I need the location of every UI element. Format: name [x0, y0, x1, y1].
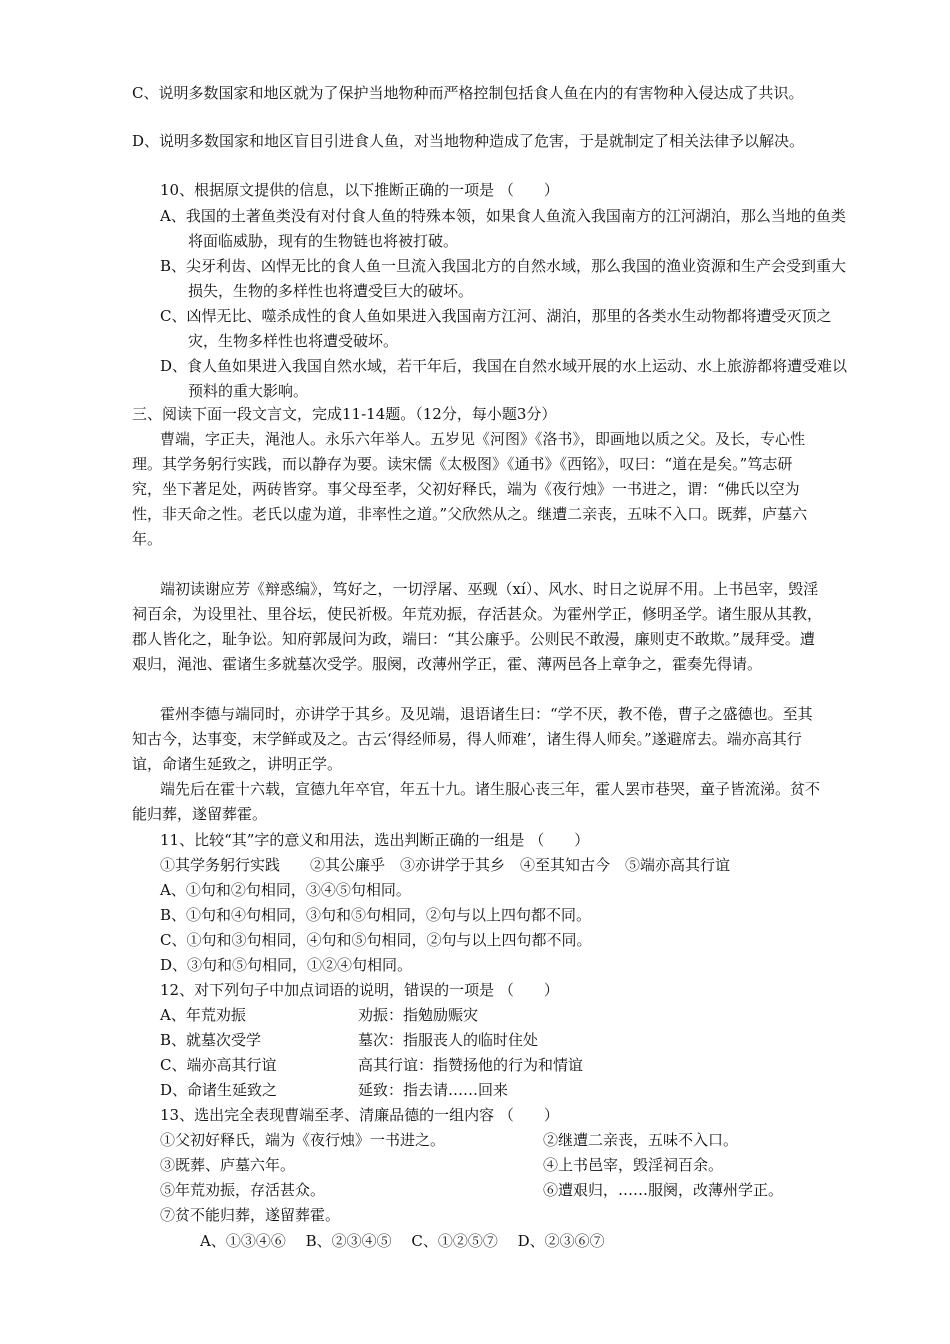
q12-stem: 12、对下列句子中加点词语的说明，错误的一项是 （ ） — [160, 981, 559, 999]
passage-paragraph-3: 霍州李德与端同时，亦讲学于其乡。及见端，退语诸生曰：“学不厌，教不倦，曹子之盛德也。至其知古今，达事变，末学鲜或及之。古云‘得经师易，得人师难’，诸生得人师矣。”遂避席去。端亦高其行谊，命诸生延致之，讲明正学。 — [132, 705, 813, 773]
q11-option-a: A、①句和②句相同，③④⑤句相同。 — [160, 881, 411, 899]
q11-option-b: B、①句和④句相同，③句和⑤句相同，②句与以上四句都不同。 — [160, 906, 592, 924]
q13-choices: A、①③④⑥ B、②③④⑤ C、①②⑤⑦ D、②③⑥⑦ — [200, 1232, 605, 1250]
q10-option-a: A、我国的土著鱼类没有对付食人鱼的特殊本领，如果食人鱼流入我国南方的江河湖泊，那么当地的鱼类将面临威胁，现有的生物链也将被打破。 — [160, 207, 846, 250]
q11-stem: 11、比较“其”字的意义和用法，选出判断正确的一组是 （ ） — [160, 831, 590, 849]
q13-item-3: ③既葬、庐墓六年。 — [160, 1156, 296, 1174]
q10-option-b: B、尖牙利齿、凶悍无比的食人鱼一旦流入我国北方的自然水域，那么我国的渔业资源和生产会受到重大损失，生物的多样性也将遭受巨大的破坏。 — [160, 257, 847, 300]
q12-row-b-term: B、就墓次受学 — [160, 1031, 262, 1049]
q9-option-d: D、说明多数国家和地区盲目引进食人鱼，对当地物种造成了危害，于是就制定了相关法律予以解决。 — [132, 132, 805, 150]
q13-item-1: ①父初好释氏，端为《夜行烛》一书进之。 — [160, 1131, 446, 1149]
q12-row-b-note: 墓次：指服丧人的临时住处 — [358, 1031, 539, 1049]
section3-heading: 三、阅读下面一段文言文，完成11-14题。（12分，每小题3分） — [132, 405, 557, 423]
q13-item-6: ⑥遭艰归，……服阕，改薄州学正。 — [543, 1181, 784, 1199]
passage-paragraph-2: 端初读谢应芳《辩惑编》，笃好之，一切浮屠、巫觋（xí）、风水、时日之说屏不用。上书邑宰，毁淫祠百余，为设里社、里谷坛，使民祈极。年荒劝振，存活甚众。为霍州学正，修明圣学。诸生服从其教，郡人皆化之，耻争讼。知府郭晟问为政，端曰：“其公廉乎。公则民不敢漫，廉则吏不敢欺。”晟拜受。遭艰归，渑池、霍诸生多就墓次受学。服阕，改薄州学正，霍、薄两邑各上章争之，霍奏先得请。 — [132, 580, 823, 673]
q10-option-d: D、食人鱼如果进入我国自然水域，若干年后，我国在自然水域开展的水上运动、水上旅游都将遭受难以预料的重大影响。 — [160, 357, 848, 400]
q12-row-c-term: C、端亦高其行谊 — [160, 1056, 277, 1074]
q11-items: ①其学务躬行实践 ②其公廉乎 ③亦讲学于其乡 ④至其知古今 ⑤端亦高其行谊 — [160, 856, 731, 874]
q12-row-c-note: 高其行谊：指赞扬他的行为和情谊 — [358, 1056, 584, 1074]
q12-row-a-term: A、年荒劝振 — [160, 1006, 246, 1024]
q13-item-5: ⑤年荒劝振，存活甚众。 — [160, 1181, 326, 1199]
q11-option-d: D、③句和⑤句相同，①②④句相同。 — [160, 956, 413, 974]
passage-paragraph-4: 端先后在霍十六载，宣德九年卒官，年五十九。诸生服心丧三年，霍人罢市巷哭，童子皆流涕。贫不能归葬，遂留葬霍。 — [132, 780, 821, 823]
q12-row-d-note: 延致：指去请……回来 — [358, 1081, 509, 1099]
q13-stem: 13、选出完全表现曹端至孝、清廉品德的一组内容 （ ） — [160, 1106, 559, 1124]
q11-option-c: C、①句和③句相同，④句和⑤句相同，②句与以上四句都不同。 — [160, 931, 592, 949]
q13-item-7: ⑦贫不能归葬，遂留葬霍。 — [160, 1206, 341, 1224]
q12-row-d-term: D、命诸生延致之 — [160, 1081, 278, 1099]
q12-row-a-note: 劝振：指勉励赈灾 — [358, 1006, 479, 1024]
q13-item-4: ④上书邑宰，毁淫祠百余。 — [543, 1156, 724, 1174]
q10-stem: 10、根据原文提供的信息，以下推断正确的一项是 （ ） — [160, 181, 559, 199]
q10-option-c: C、凶悍无比、噬杀成性的食人鱼如果进入我国南方江河、湖泊，那里的各类水生动物都将遭受灭顶之灾，生物多样性也将遭受破坏。 — [160, 307, 832, 350]
passage-paragraph-1: 曹端，字正夫，渑池人。永乐六年举人。五岁见《河图》《洛书》，即画地以质之父。及长，专心性理。其学务躬行实践，而以静存为要。读宋儒《太极图》《通书》《西铭》，叹曰：“道在是矣。”笃志研究，坐下著足处，两砖皆穿。事父母至孝，父初好释氏，端为《夜行烛》一书进之，谓：“佛氏以空为性，非天命之性。老氏以虚为道，非率性之道。”父欣然从之。继遭二亲丧，五味不入口。既葬，庐墓六年。 — [132, 430, 808, 548]
q13-item-2: ②继遭二亲丧，五味不入口。 — [543, 1131, 739, 1149]
q9-option-c: C、说明多数国家和地区就为了保护当地物种而严格控制包括食人鱼在内的有害物种入侵达成了共识。 — [132, 84, 804, 102]
